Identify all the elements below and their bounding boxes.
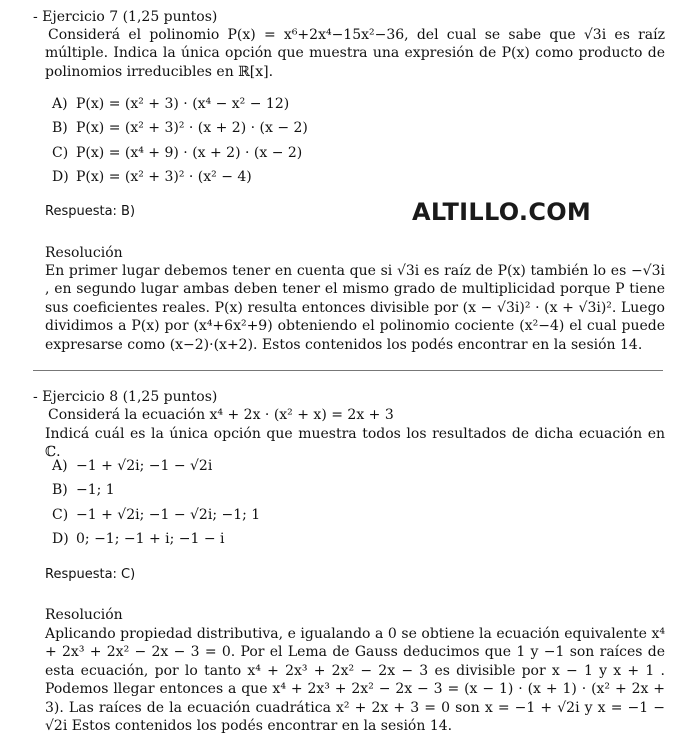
option-text: P(x) = (x² + 3)² · (x + 2) · (x − 2) [76,120,308,136]
exercise-8-resolution-title: Resolución [45,607,123,623]
exercise-7-title: - Ejercicio 7 (1,25 puntos) [33,9,218,25]
exercise-8-option-a [52,458,212,475]
exercise-7-answer: Respuesta: B) [45,204,136,219]
exercise-8-answer: Respuesta: C) [45,567,136,582]
option-letter: A) [52,458,68,474]
exercise-7-option-b [52,120,308,137]
option-text: −1; 1 [76,482,115,498]
option-letter: C) [52,145,69,161]
section-divider [33,370,663,371]
option-text: −1 + √2i; −1 − √2i [76,458,213,474]
exercise-8-title: - Ejercicio 8 (1,25 puntos) [33,389,218,405]
option-text: −1 + √2i; −1 − √2i; −1; 1 [76,507,261,523]
option-letter: D) [52,531,69,547]
option-text: 0; −1; −1 + i; −1 − i [76,531,225,547]
exercise-7-option-c [52,145,302,162]
option-letter: B) [52,482,68,498]
option-text: P(x) = (x⁴ + 9) · (x + 2) · (x − 2) [76,145,303,161]
option-letter: C) [52,507,69,523]
exercise-8-option-b [52,482,115,499]
exercise-8-statement-1: Considerá la ecuación x⁴ + 2x · (x² + x) = 2x + 3 [48,407,394,423]
watermark-logo: ALTILLO.COM [412,198,592,226]
exercise-7-resolution-title: Resolución [45,245,123,261]
option-text: P(x) = (x² + 3) · (x⁴ − x² − 12) [76,96,290,112]
exercise-8-option-c [52,507,260,524]
option-letter: D) [52,169,69,185]
exercise-8-statement-2: Indicá cuál es la única opción que muestra todos los resultados de dicha ecuación en ℂ. [45,426,665,461]
exercise-8-option-d [52,531,225,548]
exercise-7-option-a [52,96,289,113]
option-text: P(x) = (x² + 3)² · (x² − 4) [76,169,252,185]
option-letter: A) [52,96,68,112]
exercise-7-statement: Considerá el polinomio P(x) = x⁶+2x⁴−15x²−36, del cual se sabe que √3i es raíz múltiple. Indica la única opción que muestra una expresión de P(x) como producto de polinomios irreducibles en ℝ[x]. [45,27,665,80]
option-letter: B) [52,120,68,136]
exercise-8-resolution: Aplicando propiedad distributiva, e igualando a 0 se obtiene la ecuación equivalente x⁴ + 2x³ + 2x² − 2x − 3 = 0. Por el Lema de Gauss deducimos que 1 y −1 son raíces de esta ecuación, por lo tanto x⁴ + 2x³ + 2x² − 2x − 3 es divisible por x − 1 y x + 1 . Podemos llegar entonces a que x⁴ + 2x³ + 2x² − 2x − 3 = (x − 1) · (x + 1) · (x² + 2x + 3). Las raíces de la ecuación cuadrática x² + 2x + 3 = 0 son x = −1 + √2i y x = −1 − √2i Estos contenidos los podés encontrar en la sesión 14. [45,626,665,735]
exercise-7-resolution: En primer lugar debemos tener en cuenta que si √3i es raíz de P(x) también lo es −√3i , en segundo lugar ambas deben tener el mismo grado de multiplicidad porque P tiene sus coeficientes reales. P(x) resulta entonces divisible por (x − √3i)² · (x + √3i)². Luego dividimos a P(x) por (x⁴+6x²+9) obteniendo el polinomio cociente (x²−4) el cual puede expresarse como (x−2)·(x+2). Estos contenidos los podés encontrar en la sesión 14. [45,263,665,353]
exercise-7-option-d [52,169,252,186]
